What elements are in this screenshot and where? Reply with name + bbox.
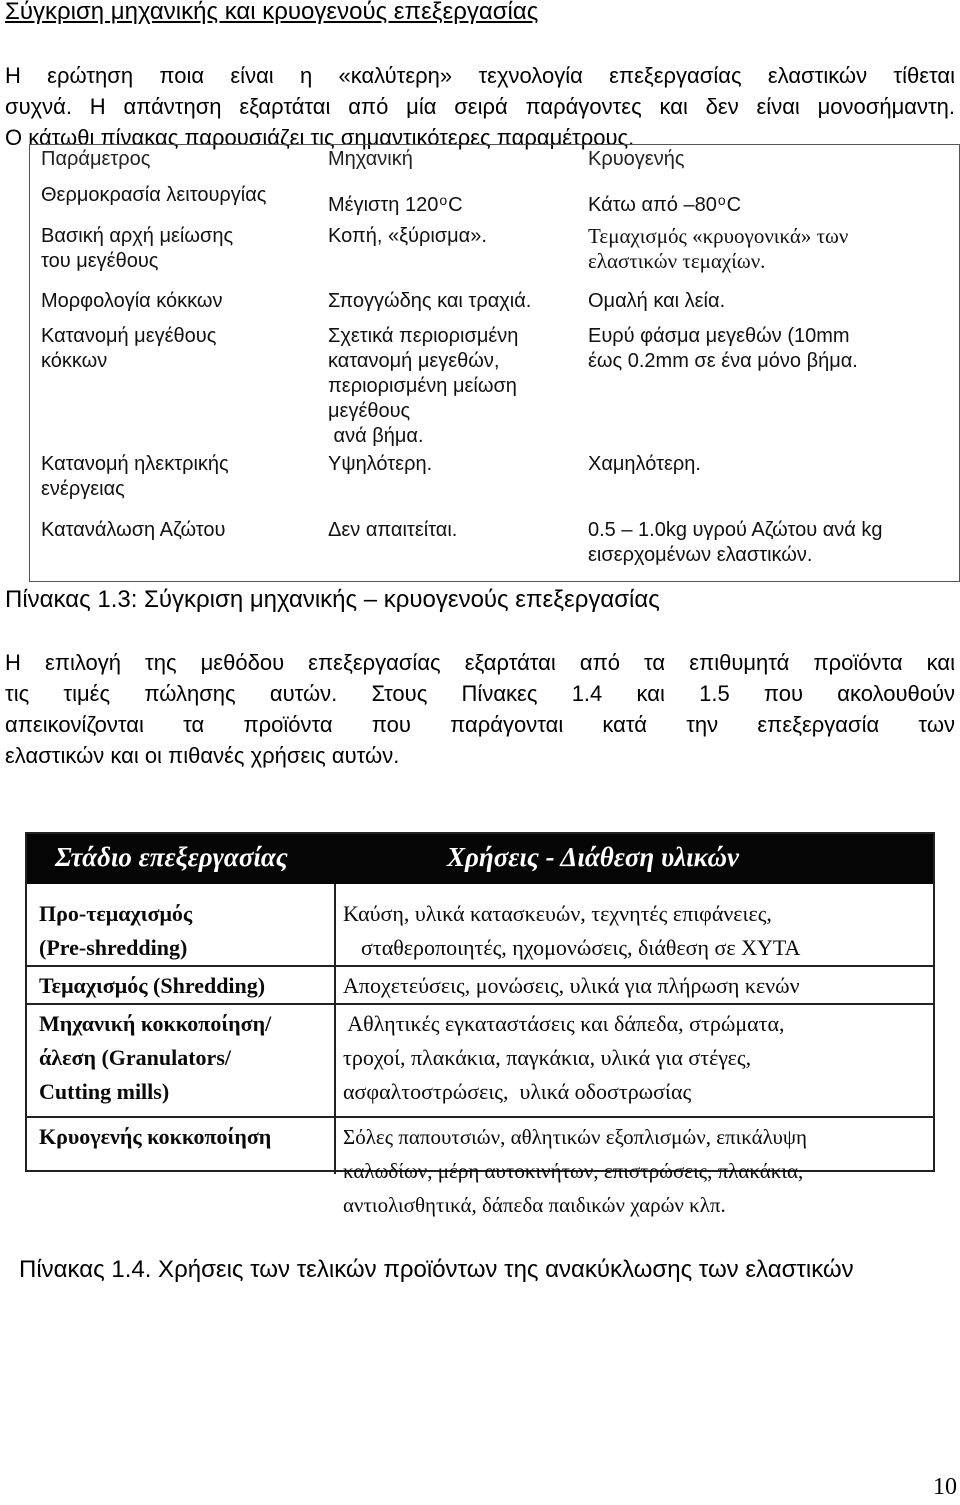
uses-description-cell <box>335 969 800 1003</box>
uses-header-stage: Στάδιο επεξεργασίας <box>55 842 288 872</box>
intro-line: Ο κάτωθι πίνακας παρουσιάζει τις σημαντικότερες παραμέτρους. <box>5 125 635 150</box>
cell-line: καλωδίων, μέρη αυτοκινήτων, επιστρώσεις, πλακάκια, <box>343 1159 804 1183</box>
para-line: Η επιλογή της μεθόδου επεξεργασίας εξαρτάται από τα επιθυμητά προϊόντα και <box>5 650 955 675</box>
uses-description-cell <box>335 1007 785 1109</box>
table-cell-mech: Σπογγώδης και τραχιά. <box>328 290 532 312</box>
cell-line: Βασική αρχή μείωσης <box>41 225 234 247</box>
comparison-table <box>29 144 960 582</box>
cell-line: μεγέθους <box>328 400 411 422</box>
cell-line: (Pre-shredding) <box>39 935 188 960</box>
row-divider <box>27 1116 933 1118</box>
table-cell-param: Κατανάλωση Αζώτου <box>41 519 226 541</box>
cell-line: έως 0.2mm σε ένα μόνο βήμα. <box>588 350 858 372</box>
table-cell-cryo <box>588 224 953 274</box>
table-cell-mech: Δεν απαιτείται. <box>328 519 458 541</box>
cell-line: Τεμαχισμός «κρυογονικά» των <box>588 224 849 248</box>
uses-stage-cell <box>39 1007 271 1109</box>
intro-line: συχνά. Η απάντηση εξαρτάται από μία σειρά παράγοντες και δεν είναι μονοσήμαντη. <box>5 94 955 119</box>
table-cell-cryo: Ομαλή και λεία. <box>588 290 726 312</box>
degree-sign: ο <box>439 192 448 208</box>
temp-unit: C <box>448 194 463 216</box>
temp-value: Κάτω από –80 <box>588 194 717 216</box>
cell-line: Μηχανική κοκκοποίηση/ <box>39 1011 272 1036</box>
table-cell-param: Θερμοκρασία λειτουργίας <box>41 184 267 206</box>
selection-paragraph <box>5 647 955 771</box>
table-cell-param <box>41 452 311 502</box>
cell-line: 0.5 – 1.0kg υγρού Αζώτου ανά kg <box>588 519 883 541</box>
table-cell-mech: Υψηλότερη. <box>328 453 433 475</box>
uses-stage-cell <box>39 1120 271 1154</box>
uses-table-header <box>27 834 933 884</box>
cell-line: Ευρύ φάσμα μεγεθών (10mm <box>588 325 850 347</box>
cell-line: Κατανομή ηλεκτρικής <box>41 453 229 475</box>
row-divider <box>27 1003 933 1005</box>
section-heading: Σύγκριση μηχανικής και κρυογενούς επεξεργασίας <box>5 0 539 25</box>
table-cell-cryo <box>588 193 953 219</box>
cell-line: περιορισμένη μείωση <box>328 375 517 397</box>
cell-line: ενέργειας <box>41 478 125 500</box>
cell-line: Cutting mills) <box>39 1079 170 1104</box>
uses-stage-cell <box>39 969 265 1003</box>
uses-table <box>25 832 935 1217</box>
cell-line: Αποχετεύσεις, μονώσεις, υλικά για πλήρωση κενών <box>343 973 800 998</box>
cell-line: άλεση (Granulators/ <box>39 1045 231 1070</box>
table-header-cryogenic: Κρυογενής <box>588 148 685 170</box>
cell-line: Αθλητικές εγκαταστάσεις και δάπεδα, στρώματα, <box>343 1011 785 1036</box>
uses-stage-cell <box>39 897 192 965</box>
temp-unit: C <box>726 194 742 216</box>
table-cell-cryo: Χαμηλότερη. <box>588 453 701 475</box>
temp-value: Μέγιστη 120 <box>328 194 439 216</box>
cell-line: εισερχομένων ελαστικών. <box>588 544 813 566</box>
cell-line: ανά βήμα. <box>328 425 424 447</box>
table-cell-param <box>41 324 311 374</box>
intro-line: Η ερώτηση ποια είναι η «καλύτερη» τεχνολογία επεξεργασίας ελαστικών τίθεται <box>5 63 955 88</box>
table-cell-cryo <box>588 518 953 568</box>
uses-header-uses: Χρήσεις - Διάθεση υλικών <box>447 842 739 872</box>
cell-line: Τεμαχισμός (Shredding) <box>39 973 266 998</box>
cell-line: Προ-τεμαχισμός <box>39 901 193 926</box>
cell-line: Καύση, υλικά κατασκευών, τεχνητές επιφάνειες, <box>343 901 772 926</box>
cell-line: σταθεροποιητές, ηχομονώσεις, διάθεση σε ΧΥΤΑ <box>361 935 801 960</box>
cell-line: τροχοί, πλακάκια, παγκάκια, υλικά για στέγες, <box>343 1045 752 1070</box>
cell-line: ελαστικών τεμαχίων. <box>588 249 766 273</box>
cell-line: Σχετικά περιορισμένη <box>328 325 519 347</box>
table-caption-1-4: Πίνακας 1.4. Χρήσεις των τελικών προϊόντων της ανακύκλωσης των ελαστικών <box>19 1256 854 1283</box>
cell-line: Κατανομή μεγέθους <box>41 325 217 347</box>
table-header-parameter: Παράμετρος <box>41 148 151 170</box>
cell-line: Σόλες παπουτσιών, αθλητικών εξοπλισμών, επικάλυψη <box>343 1125 807 1149</box>
intro-paragraph <box>5 60 955 153</box>
cell-line: ασφαλτοστρώσεις, υλικά οδοστρωσίας <box>343 1079 692 1104</box>
table-cell-mech: Κοπή, «ξύρισμα». <box>328 225 487 247</box>
table-caption-1-3: Πίνακας 1.3: Σύγκριση μηχανικής – κρυογενούς επεξεργασίας <box>5 586 660 613</box>
cell-line: αντιολισθητικά, δάπεδα παιδικών χαρών κλπ. <box>343 1193 726 1217</box>
table-cell-mech <box>328 193 578 219</box>
cell-line: του μεγέθους <box>41 250 159 272</box>
para-line: τις τιμές πώλησης αυτών. Στους Πίνακες 1.4 και 1.5 που ακολουθούν <box>5 681 955 706</box>
table-header-mechanical: Μηχανική <box>328 148 413 170</box>
table-cell-param: Μορφολογία κόκκων <box>41 290 223 312</box>
row-divider <box>27 965 933 967</box>
cell-line: κατανομή μεγεθών, <box>328 350 500 372</box>
para-line: απεικονίζονται τα προϊόντα που παράγονται κατά την επεξεργασία των <box>5 712 955 737</box>
table-cell-cryo <box>588 324 953 374</box>
table-cell-param <box>41 224 311 274</box>
para-line: ελαστικών και οι πιθανές χρήσεις αυτών. <box>5 743 400 768</box>
cell-line: Κρυογενής κοκκοποίηση <box>39 1124 272 1149</box>
page-number: 10 <box>933 1474 957 1500</box>
cell-line: κόκκων <box>41 350 108 372</box>
uses-description-cell <box>335 1120 807 1222</box>
table-cell-mech <box>328 324 578 449</box>
degree-sign: ο <box>717 192 726 208</box>
uses-description-cell <box>335 897 800 965</box>
